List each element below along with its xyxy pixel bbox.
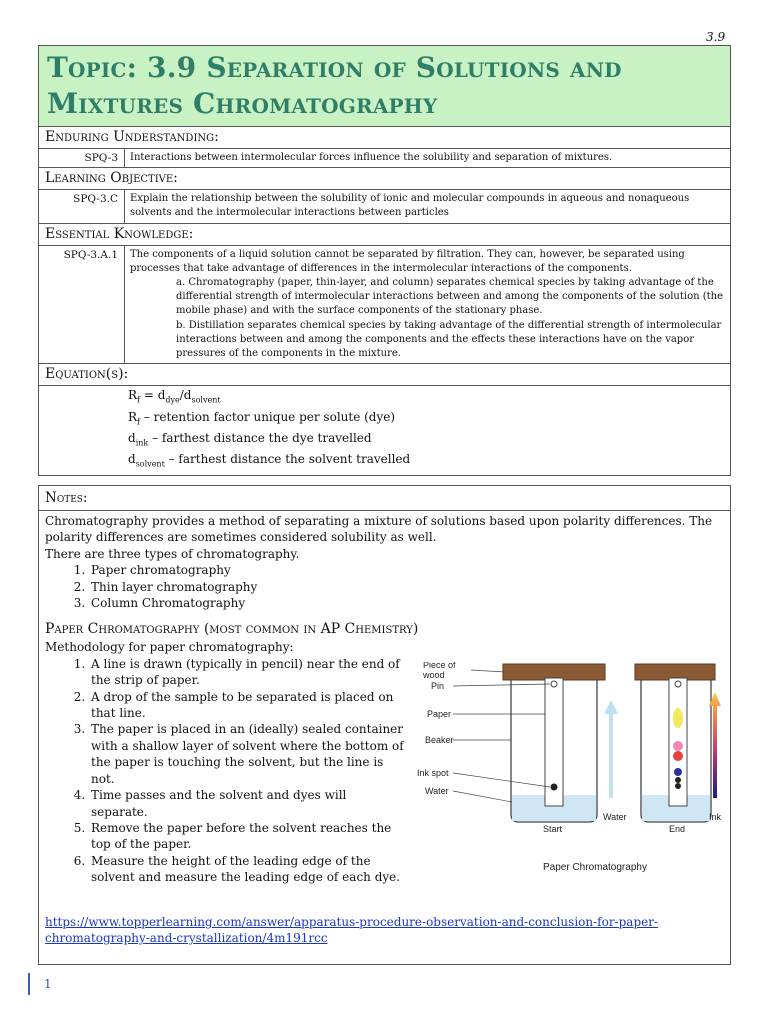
equations-block <box>39 386 730 475</box>
label-wood-2: wood <box>423 670 445 680</box>
knowledge-part-a: a. Chromatography (paper, thin-layer, and column) separates chemical species by taking advantage of the differential strength of intermolecular interactions between and among the components of the solution (the mobile phase) and with the surface components of the stationary phase. <box>176 277 723 317</box>
objective-heading: Learning Objective: <box>39 168 730 190</box>
enduring-row <box>39 149 730 168</box>
list-item: 1. Paper chromatography <box>89 562 724 578</box>
figure-caption: Paper Chromatography <box>543 862 647 873</box>
equation-rf: $R_f = d_{dye}/d_{solvent}$ <box>128 388 221 405</box>
objective-row <box>39 190 730 223</box>
label-beaker: Beaker <box>425 735 454 745</box>
dye-dark <box>675 777 681 783</box>
objective-text: Explain the relationship between the solubility of ionic and molecular compounds in aqueous and nonaqueous solvents and the intermolecular interactions between particles <box>130 193 690 219</box>
label-water-arrow: Water <box>603 812 627 822</box>
page-title <box>39 46 730 127</box>
steps-list <box>45 656 405 886</box>
footer-bar <box>28 973 30 995</box>
method-intro: Methodology for paper chromatography: <box>45 640 294 655</box>
dye-red <box>673 751 683 761</box>
ink-spot-left <box>551 784 558 791</box>
knowledge-heading: Essential Knowledge: <box>39 224 730 246</box>
page-label: 3.9 <box>706 30 726 44</box>
topic-table <box>38 45 731 476</box>
label-paper: Paper <box>427 709 452 719</box>
enduring-code: SPQ-3 <box>39 149 125 167</box>
enduring-text: Interactions between intermolecular forces influence the solubility and separation of mixtures. <box>130 152 613 163</box>
equation-dsolvent-def: $d_{solvent}$ – farthest distance the solvent travelled <box>128 452 411 469</box>
notes-intro: Chromatography provides a method of separating a mixture of solutions based upon polarity differences. The polarity differences are sometimes considered solubility as well. <box>45 514 713 545</box>
label-wood-1: Piece of <box>423 662 456 670</box>
knowledge-text <box>125 246 730 364</box>
knowledge-code: SPQ-3.A.1 <box>39 246 125 364</box>
pin-right <box>675 681 681 687</box>
list-item: 2. Thin layer chromatography <box>89 579 724 595</box>
water-arrow <box>604 700 618 798</box>
label-ink: Ink <box>709 812 722 822</box>
label-start: Start <box>543 824 563 834</box>
title-line-1: Topic: 3.9 Separation of Solutions and <box>47 51 622 84</box>
dye-yellow <box>673 708 683 728</box>
pin-left <box>551 681 557 687</box>
method-block <box>45 639 405 885</box>
notes-types-intro: There are three types of chromatography. <box>45 546 300 561</box>
list-item: 4. Time passes and the solvent and dyes will separate. <box>89 787 405 820</box>
paper-chromatography-diagram <box>413 662 723 877</box>
list-item: 3. The paper is placed in an (ideally) sealed container with a shallow layer of solvent where the bottom of the paper is touching the solvent, but the line is not. <box>89 721 405 787</box>
knowledge-intro: The components of a liquid solution cannot be separated by filtration. They can, however, be separated using processes that take advantage of differences in the intermolecular interactions of the components. <box>130 248 685 274</box>
dye-pink <box>673 741 683 751</box>
label-pin: Pin <box>431 681 445 691</box>
knowledge-part-b: b. Distillation separates chemical species by taking advantage of the differential strength of intermolecular interactions between and among the components and the effects these interactions have on the vapor pressures of the components in the mixture. <box>176 319 722 360</box>
list-item: 1. A line is drawn (typically in pencil) near the end of the strip of paper. <box>89 656 405 689</box>
list-item: 2. A drop of the sample to be separated is placed on that line. <box>89 689 405 722</box>
equation-dink-def: $d_{ink}$ – farthest distance the dye travelled <box>128 431 372 448</box>
dye-dark-2 <box>675 783 681 789</box>
equations-heading: Equation(s): <box>39 364 730 386</box>
label-inkspot: Ink spot <box>417 768 449 778</box>
knowledge-row <box>39 246 730 365</box>
dye-blue <box>674 768 682 776</box>
label-water: Water <box>425 786 449 796</box>
enduring-heading: Enduring Understanding: <box>39 127 730 149</box>
notes-box <box>38 485 731 965</box>
list-item: 6. Measure the height of the leading edge of the solvent and measure the leading edge of each dye. <box>89 853 405 886</box>
label-end: End <box>669 824 686 834</box>
list-item: 3. Column Chromatography <box>89 595 724 611</box>
title-line-2: Mixtures Chromatography <box>47 87 438 120</box>
list-item: 5. Remove the paper before the solvent reaches the top of the paper. <box>89 820 405 853</box>
footer-page-number: 1 <box>44 977 52 991</box>
types-list <box>45 562 724 611</box>
notes-heading: Notes: <box>39 486 730 511</box>
paper-heading: Paper Chromatography (most common in AP Chemistry) <box>45 621 419 638</box>
reference-link[interactable]: https://www.topperlearning.com/answer/apparatus-procedure-observation-and-conclusion-for-paper-chromatography-and-crystallization/4m191rcc <box>45 915 659 946</box>
equation-rf-def: $R_f$ – retention factor unique per solute (dye) <box>128 409 396 427</box>
objective-code: SPQ-3.C <box>39 190 125 222</box>
